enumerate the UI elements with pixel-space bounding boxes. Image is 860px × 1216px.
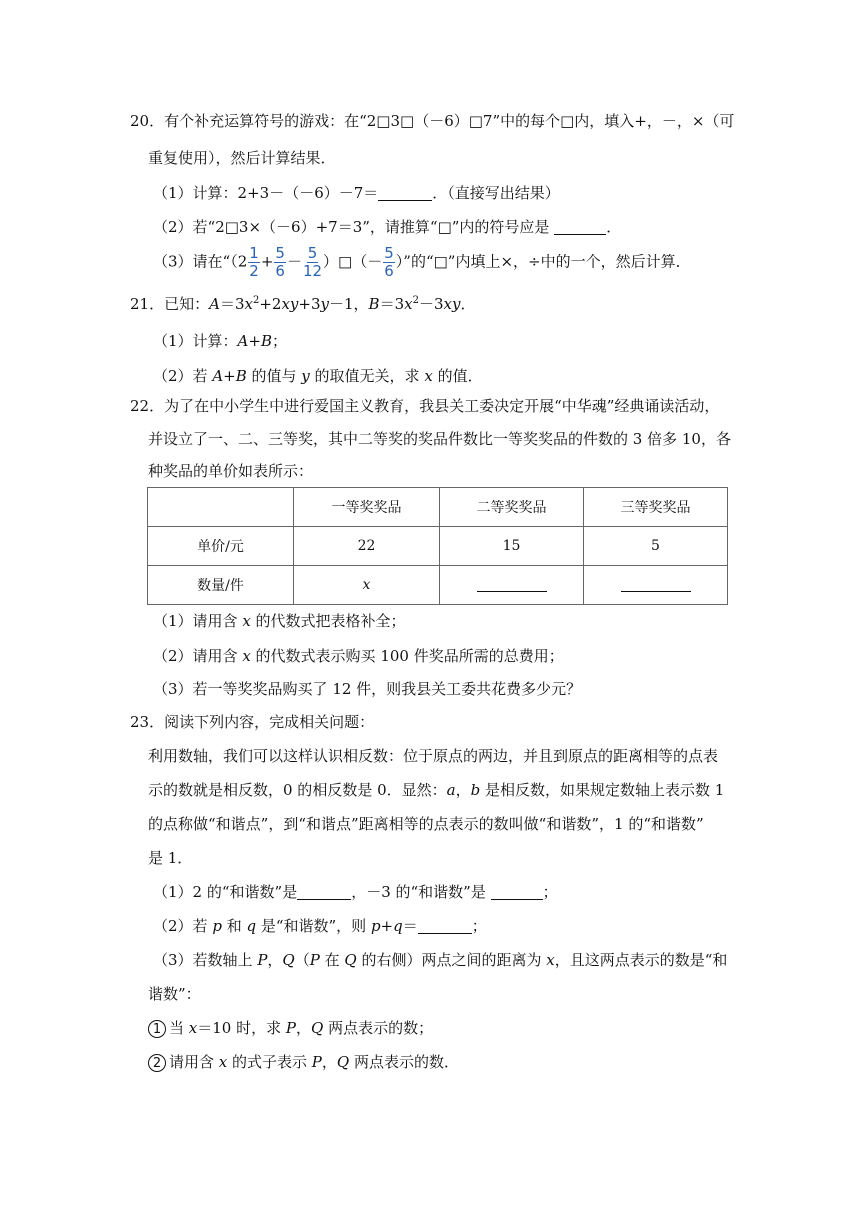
- q22-lead-2: 并设立了一、二、三等奖，其中二等奖的奖品件数比一等奖奖品的件数的 3 倍多 10，各: [148, 430, 731, 448]
- q20-part1: （1）计算：2+3－（－6）－7＝ ．（直接写出结果）: [153, 184, 560, 202]
- table-cell: 数量/件: [148, 566, 294, 605]
- fraction: $\frac{5}{6}$: [275, 244, 285, 280]
- q22-lead-3: 种奖品的单价如表所示：: [148, 462, 314, 480]
- answer-blank: [297, 883, 351, 900]
- prize-table: [147, 487, 728, 605]
- answer-blank: [621, 577, 691, 592]
- q22-lead: 22．为了在中小学生中进行爱国主义教育，我县关工委决定开展“中华魂”经典诵读活动，: [130, 397, 720, 415]
- table-row: [148, 527, 728, 566]
- q23-sub1: 1 当 x＝10 时，求 P，Q 两点表示的数；: [148, 1018, 433, 1038]
- table-cell: 15: [440, 527, 584, 566]
- q23-sub2: 2 请用含 x 的式子表示 P，Q 两点表示的数．: [148, 1052, 459, 1072]
- answer-blank: [378, 184, 432, 201]
- q23-part3: （3）若数轴上 P，Q（P 在 Q 的右侧）两点之间的距离为 x，且这两点表示的数是“和: [153, 951, 728, 969]
- table-row: [148, 566, 728, 605]
- fraction: $\frac{5}{6}$: [384, 244, 394, 280]
- q23-part1: （1）2 的“和谐数”是 ，－3 的“和谐数”是 ；: [153, 883, 558, 901]
- table-cell: [148, 488, 294, 527]
- table-header-row: [148, 488, 728, 527]
- q23-text-4: 是 1．: [148, 849, 193, 867]
- answer-blank: [554, 218, 606, 235]
- table-cell: 22: [294, 527, 440, 566]
- q23-lead: 23．阅读下列内容，完成相关问题：: [130, 713, 375, 731]
- q20-part3: （3）请在“（2 $\frac{1}{2}$ + $\frac{5}{6}$ － $\frac{5}{12}$ ）□（－ $\frac{5}{6}$ ）”的“□”内填上×，÷中的一个，然后计算．: [153, 244, 691, 280]
- q23-text-2: 示的数就是相反数，0 的相反数是 0．显然：a，b 是相反数，如果规定数轴上表示数 1: [148, 781, 725, 799]
- circled-number: 1: [148, 1020, 166, 1038]
- q21-part1: （1）计算：A+B；: [153, 332, 287, 350]
- q20-lead-2: 重复使用），然后计算结果．: [148, 149, 336, 167]
- fraction: $\frac{5}{12}$: [302, 244, 323, 280]
- q20-part2: （2）若“2□3×（－6）+7＝3”，请推算“□”内的符号应是 ．: [153, 218, 622, 236]
- q21-part2: （2）若 A+B 的值与 y 的取值无关，求 x 的值．: [153, 367, 483, 385]
- q22-part3: （3）若一等奖奖品购买了 12 件，则我县关工委共花费多少元？: [153, 680, 582, 698]
- q21-lead: 21．已知：$A=3x^2+2xy+3y-1$，$B=3x^2-3xy$．: [130, 295, 476, 313]
- q20-lead: 20．有个补充运算符号的游戏：在“2□3□（－6）□7”中的每个□内，填入+，－，×（可: [130, 112, 735, 130]
- table-cell: 一等奖奖品: [294, 488, 440, 527]
- table-cell: 单价/元: [148, 527, 294, 566]
- circled-number: 2: [148, 1054, 166, 1072]
- q22-part1: （1）请用含 x 的代数式把表格补全；: [153, 612, 406, 630]
- answer-blank: [418, 917, 472, 934]
- q23-part2: （2）若 p 和 q 是“和谐数”，则 p+q＝ ；: [153, 917, 487, 935]
- table-cell: 二等奖奖品: [440, 488, 584, 527]
- table-cell: 5: [584, 527, 728, 566]
- q23-text-3: 的点称做“和谐点”，到“和谐点”距离相等的点表示的数叫做“和谐数”，1 的“和谐数”: [148, 815, 704, 833]
- table-cell: 三等奖奖品: [584, 488, 728, 527]
- fraction: $\frac{1}{2}$: [249, 244, 259, 280]
- table-cell: [440, 566, 584, 605]
- answer-blank: [491, 883, 543, 900]
- q23-text-1: 利用数轴，我们可以这样认识相反数：位于原点的两边，并且到原点的距离相等的点表: [148, 747, 719, 765]
- q23-part3-cont: 谐数”：: [148, 985, 201, 1003]
- q22-part2: （2）请用含 x 的代数式表示购买 100 件奖品所需的总费用；: [153, 647, 564, 665]
- answer-blank: [477, 577, 547, 592]
- table-cell: [584, 566, 728, 605]
- table-cell: x: [294, 566, 440, 605]
